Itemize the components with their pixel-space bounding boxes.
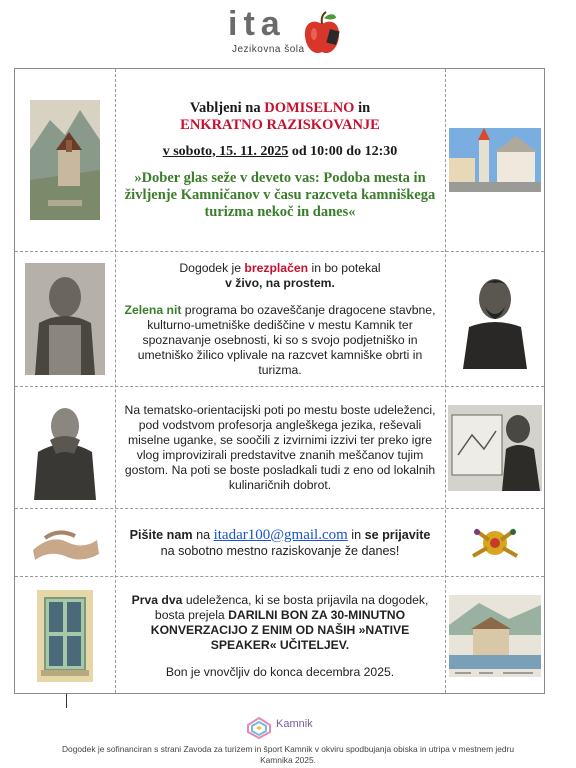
contact-text: Pišite nam na itadar100@gmail.com in se prijavite na sobotno mestno raziskovanje že danes! [129,526,431,558]
event-date: v soboto, 15. 11. 2025 od 10:00 do 12:30 [162,143,398,159]
hands-crafting-photo [27,520,103,566]
invitation-line-1: Vabljeni na DOMISELNO in [189,99,371,116]
ita-logo [228,6,358,62]
route-cell [115,387,445,508]
page-marker [66,694,67,708]
portrait-man-photo [457,269,533,369]
free-event-text: Dogodek je brezplačen in bo potekal [179,260,381,275]
craftsman-photo [25,263,105,375]
logo-name: ita [228,5,286,43]
contact-cell [115,509,445,576]
voucher-text: Prva dva udeleženca, ki se bosta prijavila na dogodek, bosta prejela DARILNI BON ZA 30-MINUTNO KONVERZACIJO Z ENIM OD NAŠIH »NATIVE SPEAKER« UČITELJEV. [131,592,429,652]
voucher-validity: Bon je vnovčljiv do konca decembra 2025. [165,664,395,679]
logo-subtitle: Jezikovna šola [232,44,305,55]
voucher-cell [115,577,445,695]
row-route [15,387,544,509]
row-voucher [15,577,544,695]
kamnik-logo [246,716,336,742]
postcard-villa-photo [449,595,541,677]
live-outdoors-text: v živo, na prostem. [225,275,335,290]
row-contact [15,509,544,577]
castle-painting-image [30,100,100,220]
intro-cell [115,69,445,251]
window-facade-photo [37,590,93,682]
golden-ornament-photo [465,518,525,568]
kamnik-logo-text: Kamnik [276,718,313,730]
row-program [15,252,544,387]
invitation-line-2: ENKRATNO RAZISKOVANJE [180,116,380,133]
town-square-image [449,128,541,192]
program-description: Zelena nit programa bo ozaveščanje dragocene stavbne, kulturno-umetniške dediščine v mestu Kamnik ter spoznavanje osebnosti, ki so s svojo podjetniško in umetniško žilico vplivale na razcvet kamniške obrti in turizma. [124,302,436,377]
route-description: Na tematsko-orientacijski poti po mestu boste udeleženci, pod vodstvom profesorja angleškega jezika, reševali miselne uganke, se soočili z izvirnimi izzivi ter preko igre vlog improvizirali predstavitve znanih meščanov tujim gostom. Na poti se boste posladkali tudi z eno od lokalnih kulinaričnih dobrot. [124,402,436,492]
painter-photo [448,405,542,491]
kamnik-logo-icon [246,716,272,740]
email-link[interactable]: itadar100@gmail.com [213,526,348,543]
row-intro [15,69,544,252]
event-title-quote: »Dober glas seže v deveto vas: Podoba mesta in življenje Kamničanov v času razcveta kamniškega turizma nekoč in danes« [124,169,436,220]
program-cell [115,252,445,386]
apple-icon [302,10,342,58]
event-table [14,68,545,694]
monk-portrait-photo [30,396,100,500]
sponsor-footer: Dogodek je sofinanciran s strani Zavoda za turizem in šport Kamnik v okviru spodbujanja obiska in utripa v mestnem jedru Kamnika 2025. [61,744,514,765]
